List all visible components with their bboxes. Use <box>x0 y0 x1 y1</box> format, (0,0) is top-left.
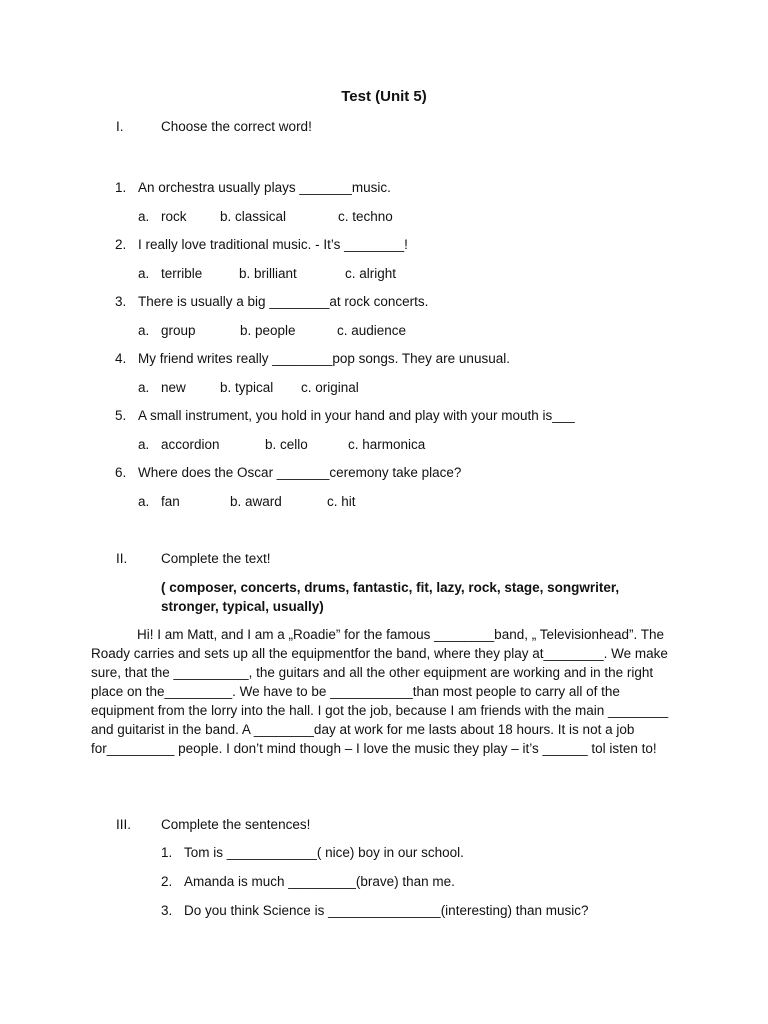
option-b: b. cello <box>265 437 308 452</box>
question-text: Where does the Oscar _______ceremony take place? <box>138 465 462 480</box>
section-2-heading: Complete the text! <box>161 551 271 566</box>
option-letter: a. <box>138 266 150 281</box>
sentence-number: 1. <box>161 845 173 860</box>
section-3-heading: Complete the sentences! <box>161 817 311 832</box>
option-a: terrible <box>161 266 203 281</box>
section-1-heading: Choose the correct word! <box>161 119 312 134</box>
option-b: b. people <box>240 323 296 338</box>
question-text: A small instrument, you hold in your hand and play with your mouth is___ <box>138 408 575 423</box>
option-b: b. award <box>230 494 282 509</box>
option-b: b. classical <box>220 209 287 224</box>
sentence-number: 2. <box>161 874 173 889</box>
section-2-number: II. <box>116 551 128 566</box>
passage <box>91 625 683 758</box>
question-number: 5. <box>115 408 127 423</box>
option-c: c. audience <box>337 323 407 338</box>
option-c: c. techno <box>338 209 393 224</box>
option-letter: a. <box>138 323 150 338</box>
question-number: 4. <box>115 351 127 366</box>
question-text: There is usually a big ________at rock concerts. <box>138 294 429 309</box>
option-c: c. hit <box>327 494 356 509</box>
question-number: 1. <box>115 180 127 195</box>
option-c: c. alright <box>345 266 397 281</box>
option-a: fan <box>161 494 180 509</box>
question-text: My friend writes really ________pop songs. They are unusual. <box>138 351 510 366</box>
option-a: accordion <box>161 437 220 452</box>
option-b: b. typical <box>220 380 274 395</box>
question-text: An orchestra usually plays _______music. <box>138 180 391 195</box>
sentence-text: Tom is ____________( nice) boy in our school. <box>184 845 464 860</box>
question-number: 6. <box>115 465 127 480</box>
option-letter: a. <box>138 380 150 395</box>
question-number: 2. <box>115 237 127 252</box>
question-text: I really love traditional music. - It’s ________! <box>138 237 408 252</box>
option-c: c. original <box>301 380 359 395</box>
page-title: Test (Unit 5) <box>341 88 427 105</box>
option-a: rock <box>161 209 187 224</box>
option-c: c. harmonica <box>348 437 426 452</box>
passage-text: Hi! I am Matt, and I am a „Roadie” for the famous ________band, „ Televisionhead”. The Roady carries and sets up all the equipmentfor the band, where they play at________. We make sure, that the __________, the guitars and all the other equipment are working and in the right place on the_________. We have to be ___________than most people to carry all of the equipment from the lorry into the hall. I got the job, because I am friends with the main ________ and guitarist in the band. A ________day at work for me lasts about 18 hours. It is not a job for_________ people. I don’t mind though – I love the music they play – it’s ______ tol isten to! <box>91 627 669 756</box>
option-letter: a. <box>138 209 150 224</box>
word-bank: ( composer, concerts, drums, fantastic, fit, lazy, rock, stage, songwriter, stronger, typical, usually) <box>161 580 620 614</box>
option-a: group <box>161 323 196 338</box>
sentence-number: 3. <box>161 903 173 918</box>
sentence-text: Do you think Science is _______________(interesting) than music? <box>184 903 589 918</box>
option-letter: a. <box>138 437 150 452</box>
option-letter: a. <box>138 494 150 509</box>
section-1-number: I. <box>116 119 124 134</box>
option-b: b. brilliant <box>239 266 297 281</box>
question-number: 3. <box>115 294 127 309</box>
option-a: new <box>161 380 186 395</box>
section-3-number: III. <box>116 817 132 832</box>
sentence-text: Amanda is much _________(brave) than me. <box>184 874 455 889</box>
